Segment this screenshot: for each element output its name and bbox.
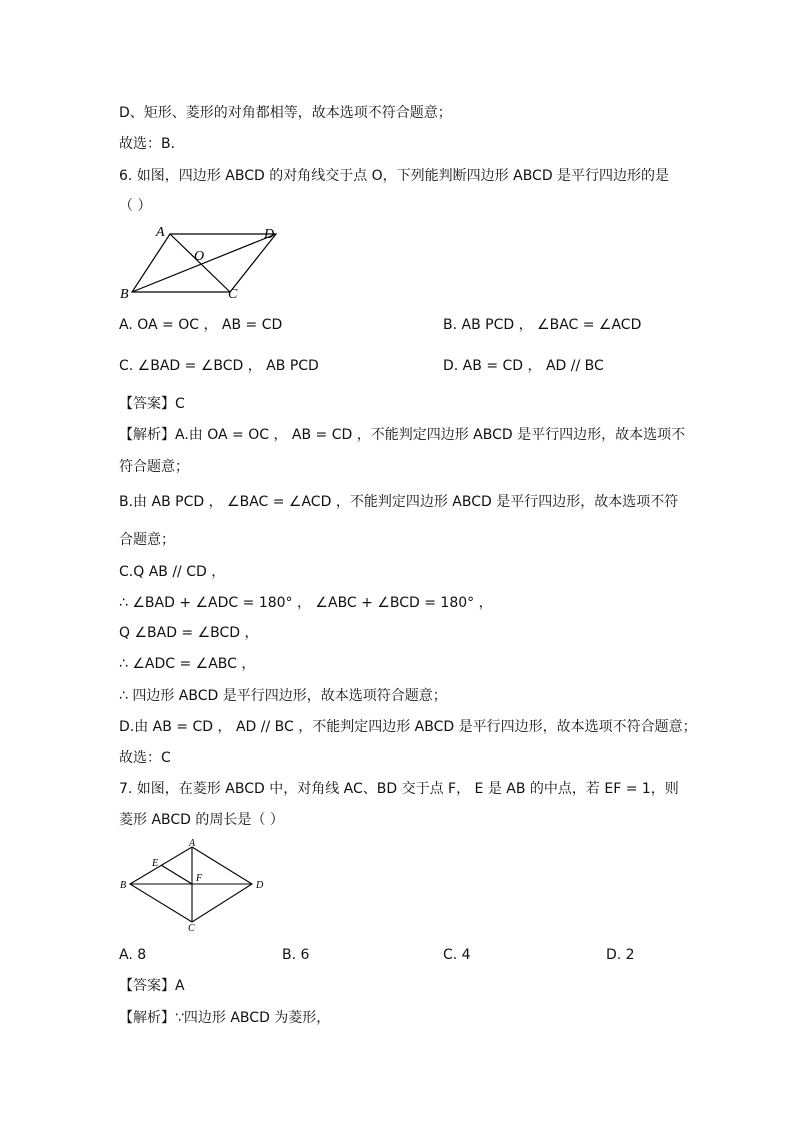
solution-line-d: D、矩形、菱形的对角都相等，故本选项不符合题意； [119,105,452,121]
q6-analysis-line-8: ∴ ∠ADC = ∠ABC ， [119,656,256,672]
q7-analysis-line-1: 【解析】∵四边形 ABCD 为菱形， [119,1010,331,1026]
solution-choice: 故选：B． [119,136,185,152]
fig7-label-a: A [189,838,196,849]
fig7-label-f: F [196,873,203,884]
q7-option-b: B. 6 [282,947,310,963]
q7-option-c: C. 4 [443,947,471,963]
q6-analysis-line-5: C.Q AB // CD ， [119,564,226,580]
q6-option-d: D. AB = CD ， AD // BC [443,358,604,374]
q6-option-a: A. OA = OC ， AB = CD [119,317,283,333]
q6-final-choice: 故选：C [119,750,171,766]
q6-option-c: C. ∠BAD = ∠BCD ， AB PCD [119,358,319,374]
q6-analysis-line-1: 【解析】A.由 OA = OC ， AB = CD ，不能判定四边形 ABCD 是平行四边形，故本选项不 [119,427,686,443]
question-7-text: 7. 如图，在菱形 ABCD 中，对角线 AC、BD 交于点 F， E 是 AB 的中点，若 EF = 1，则 [119,781,679,797]
q7-rhombus-figure [118,840,268,935]
fig6-label-d: D [264,227,275,242]
q7-answer: 【答案】A [119,978,185,994]
q6-parallelogram-figure [118,222,288,302]
q6-analysis-line-10: D.由 AB = CD ， AD // BC ，不能判定四边形 ABCD 是平行四边形，故本选项不符合题意； [119,719,697,735]
fig7-label-b: B [120,880,127,891]
q7-option-a: A. 8 [119,947,147,963]
fig6-label-o: O [194,249,205,264]
fig6-label-a: A [156,225,165,240]
fig7-label-d: D [256,880,264,891]
q6-analysis-line-2: 符合题意； [119,459,189,475]
q6-analysis-line-9: ∴ 四边形 ABCD 是平行四边形，故本选项符合题意； [119,688,447,704]
q6-analysis-line-4: 合题意； [119,532,175,548]
fig6-label-b: B [120,287,129,302]
q6-analysis-line-3: B.由 AB PCD ， ∠BAC = ∠ACD ，不能判定四边形 ABCD 是平行四边形，故本选项不符 [119,494,679,510]
q6-answer: 【答案】C [119,396,185,412]
fig7-label-c: C [188,923,195,934]
question-6-text: 6. 如图，四边形 ABCD 的对角线交于点 O，下列能判断四边形 ABCD 是平行四边形的是 [119,168,670,184]
question-7-text-2: 菱形 ABCD 的周长是（ ） [119,812,284,828]
q7-option-d: D. 2 [606,947,635,963]
q6-analysis-line-7: Q ∠BAD = ∠BCD ， [119,625,259,641]
question-6-bracket: （ ） [119,198,152,214]
fig6-label-c: C [228,287,238,302]
fig7-label-e: E [152,858,159,869]
q6-option-b: B. AB PCD ， ∠BAC = ∠ACD [443,317,642,333]
q6-analysis-line-6: ∴ ∠BAD + ∠ADC = 180° ， ∠ABC + ∠BCD = 180° ， [119,595,493,611]
